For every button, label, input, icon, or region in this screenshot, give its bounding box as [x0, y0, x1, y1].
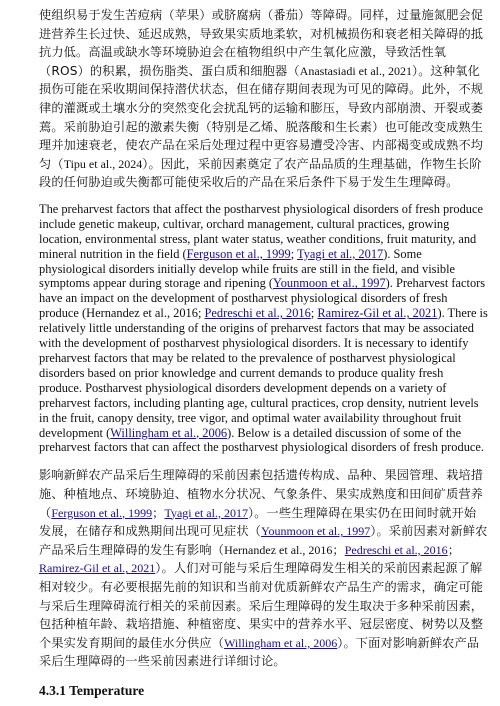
citation-text: Hernandez et al., 2016	[224, 542, 333, 557]
text-segment: ）。采前因素对新鲜农产品采后生理障碍的发生有影响（	[39, 524, 488, 557]
citation-link-pedreschi[interactable]: Pedreschi et al., 2016	[204, 306, 311, 321]
english-paragraph	[39, 202, 488, 455]
citation-link-tyagi[interactable]: Tyagi et al., 2017	[297, 246, 384, 261]
citation-link-ferguson[interactable]: Ferguson et al., 1999	[186, 246, 291, 261]
text-segment: ). Below is a detailed discussion of some of the preharvest factors that can affect the postharvest physiological disorders of fresh produce.	[39, 425, 484, 455]
text-segment: The preharvest factors that affect the postharvest physiological disorders of fresh produce include genetic makeup, cultivar, orchard management, cultural practices, growing location, environmental stress, plant water status, weather conditions, fruit maturity, and mineral nutrition in the field (	[39, 201, 483, 261]
citation-link-younmoon[interactable]: Younmoon et al., 1997	[273, 276, 386, 291]
text-segment: ）。因此，采前因素奠定了农产品品质的生理基础，作物生长阶段的任何胁迫或失衡都可能使采收后的产品在采后条件下易于发生生理障碍。	[39, 156, 482, 190]
separator: ；	[152, 505, 165, 520]
citation-link-ramirez-gil[interactable]: Ramirez-Gil et al., 2021	[317, 306, 438, 321]
text-segment: ). There is relatively little understanding of the origins of preharvest factors that may be associated with the development of postharvest physiological disorders. It is necessary to identify preharvest factors that may be related to the prevalence of postharvest physiological disorders based on prior knowledge and current demands to produce quality fresh produce. Postharvest physiological disorders development depends on a variety of preharvest factors, including planting age, cultural practices, crop density, nutrient levels in the fruit, canopy density, tree vigor, and optimal water availability throughout fruit development (	[39, 306, 488, 440]
citation-link-willingham[interactable]: Willingham et al., 2006	[224, 635, 338, 650]
citation-link-ferguson[interactable]: Ferguson et al., 1999	[51, 505, 153, 520]
section-heading: 4.3.1 Temperature	[39, 682, 145, 698]
text-segment: 使组织易于发生苦痘病（苹果）或脐腐病（番茄）等障碍。同样，过量施氮肥会促进营养生长过快、延迟成熟，导致果实质地柔软，对机械损伤和衰老相关障碍的抵抗力低。高温或缺水等环境胁迫会在植物组织中产生氧化应激，导致活性氧（ROS）的积累，损伤脂类、蛋白质和细胞器（	[39, 8, 484, 78]
citation-link-tyagi[interactable]: Tyagi et al., 2017	[164, 505, 248, 520]
separator: ；	[332, 542, 345, 557]
text-segment: 影响新鲜农产品采后生理障碍的采前因素包括遗传构成、品种、果园管理、栽培措施、种植地点、环境胁迫、植物水分状况、气象条件、果实成熟度和田间矿质营养（	[39, 468, 484, 520]
separator: ；	[447, 542, 461, 557]
citation-text: Anastasiadi et al., 2021	[299, 63, 412, 78]
citation-link-pedreschi[interactable]: Pedreschi et al., 2016	[344, 542, 448, 557]
chinese-paragraph-2	[39, 466, 488, 671]
citation-link-willingham[interactable]: Willingham et al., 2006	[110, 425, 228, 440]
text-segment: ）。一些生理障碍在果实仍在田间时就开始发展，在储存和成熟期间出现可见症状（	[39, 505, 477, 539]
citation-link-ramirez-gil[interactable]: Ramirez-Gil et al., 2021	[39, 561, 156, 576]
citation-link-younmoon[interactable]: Younmoon et al., 1997	[261, 524, 371, 539]
text-segment: ）。这种氧化损伤可能在采收期间保持潜伏状态，但在储存期间表现为可见的障碍。此外，不规律的灌溉或土壤水分的突然变化会扰乱钙的运输和膨压，导致内部崩溃、开裂或萎蔫。采前胁迫引起的激素失衡（特别是乙烯、脱落酸和生长素）也可能改变成熟生理并加速衰老，使农产品在采后处理过程中更容易遭受冷害、内部褐变或成熟不均匀（	[39, 63, 484, 171]
chinese-paragraph-1	[39, 6, 488, 192]
separator: ;	[310, 306, 318, 321]
text-segment: ）。下面对影响新鲜农产品采后生理障碍的一些采前因素进行详细讨论。	[39, 635, 480, 669]
separator: ;	[290, 246, 298, 261]
text-segment: ). Some physiological disorders initially develop while fruits are still in the field, and visible symptoms appear during storage and ripening (	[39, 246, 456, 291]
text-segment: ). Preharvest factors have an impact on the development of postharvest physiological disorders of fresh produce (Hernandez et al., 2016;	[39, 276, 486, 321]
text-segment: ）。人们对可能与采后生理障碍发生相关的采前因素起源了解相对较少。有必要根据先前的知识和当前对优质新鲜农产品生产的需求，确定可能与采后生理障碍流行相关的采前因素。采后生理障碍的发生取决于多种采前因素，包括种植年龄、栽培措施、种植密度、果实中的营养水平、冠层密度、树势以及整个果实发育期间的最佳水分供应（	[39, 561, 484, 650]
citation-text: Tipu et al., 2024	[63, 156, 143, 171]
